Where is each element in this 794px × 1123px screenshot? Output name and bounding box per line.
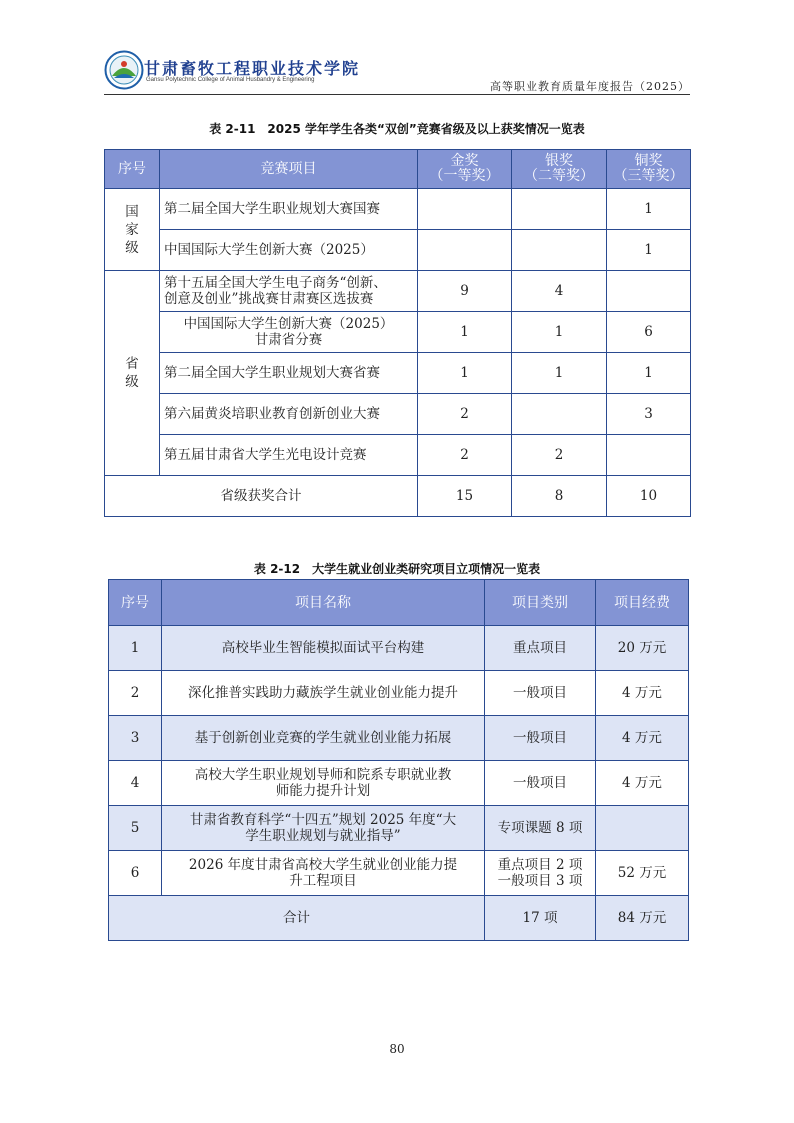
table-total-row — [105, 476, 691, 517]
table-row — [109, 761, 689, 806]
project-fund: 4 万元 — [596, 716, 689, 761]
gold-count — [418, 230, 512, 271]
project-type: 一般项目 — [485, 716, 596, 761]
competition-name: 中国国际大学生创新大赛（2025） — [160, 230, 418, 271]
project-name: 深化推普实践助力藏族学生就业创业能力提升 — [162, 671, 485, 716]
group-provincial: 省 级 — [105, 271, 160, 476]
table-row — [109, 626, 689, 671]
project-type: 专项课题 8 项 — [485, 806, 596, 851]
project-fund: 20 万元 — [596, 626, 689, 671]
silver-count: 2 — [512, 435, 607, 476]
row-no: 2 — [109, 671, 162, 716]
silver-count: 1 — [512, 353, 607, 394]
school-name-en: Gansu Polytechnic College of Animal Husbandry & Engineering — [146, 77, 315, 83]
table-total-row — [109, 896, 689, 941]
bronze-count: 6 — [607, 312, 691, 353]
bronze-count — [607, 271, 691, 312]
row-no: 6 — [109, 851, 162, 896]
table2-caption: 表 2-12 大学生就业创业类研究项目立项情况一览表 — [253, 562, 541, 576]
project-type: 一般项目 — [485, 761, 596, 806]
row-no: 4 — [109, 761, 162, 806]
silver-count: 1 — [512, 312, 607, 353]
table-row — [105, 271, 691, 312]
competition-name: 第六届黄炎培职业教育创新创业大赛 — [160, 394, 418, 435]
silver-count — [512, 230, 607, 271]
table-row — [109, 806, 689, 851]
col-header-no: 序号 — [105, 150, 160, 189]
row-no: 1 — [109, 626, 162, 671]
award-table-header — [105, 150, 691, 189]
table-row — [105, 189, 691, 230]
bronze-count: 3 — [607, 394, 691, 435]
gold-count: 9 — [418, 271, 512, 312]
gold-count — [418, 189, 512, 230]
table-row — [105, 394, 691, 435]
col-header-project-fund: 项目经费 — [596, 580, 689, 626]
total-bronze: 10 — [607, 476, 691, 517]
bronze-count: 1 — [607, 230, 691, 271]
total-type: 17 项 — [485, 896, 596, 941]
total-label: 合计 — [109, 896, 485, 941]
total-label: 省级获奖合计 — [105, 476, 418, 517]
col-header-project-name: 项目名称 — [162, 580, 485, 626]
project-type: 重点项目 2 项 一般项目 3 项 — [485, 851, 596, 896]
col-header-bronze: 铜奖 （三等奖） — [607, 150, 691, 189]
project-type: 重点项目 — [485, 626, 596, 671]
project-table-header — [109, 580, 689, 626]
table-row — [109, 716, 689, 761]
table-row — [105, 353, 691, 394]
row-no: 5 — [109, 806, 162, 851]
total-fund: 84 万元 — [596, 896, 689, 941]
group-national: 国 家 级 — [105, 189, 160, 271]
col-header-gold: 金奖 （一等奖） — [418, 150, 512, 189]
table-row — [105, 435, 691, 476]
project-name: 基于创新创业竞赛的学生就业创业能力拓展 — [162, 716, 485, 761]
table-row — [105, 312, 691, 353]
gold-count: 1 — [418, 353, 512, 394]
school-name-cn: 甘肃畜牧工程职业技术学院 — [144, 59, 361, 78]
project-fund: 4 万元 — [596, 761, 689, 806]
silver-count: 4 — [512, 271, 607, 312]
project-name: 高校毕业生智能模拟面试平台构建 — [162, 626, 485, 671]
report-title: 高等职业教育质量年度报告（2025） — [490, 80, 690, 93]
table-row — [109, 671, 689, 716]
col-header-project-type: 项目类别 — [485, 580, 596, 626]
bronze-count: 1 — [607, 353, 691, 394]
silver-count — [512, 394, 607, 435]
project-type: 一般项目 — [485, 671, 596, 716]
project-table — [108, 579, 689, 941]
col-header-no: 序号 — [109, 580, 162, 626]
project-name: 高校大学生职业规划导师和院系专职就业教 师能力提升计划 — [162, 761, 485, 806]
project-fund: 4 万元 — [596, 671, 689, 716]
project-fund — [596, 806, 689, 851]
school-logo-icon — [104, 50, 144, 90]
gold-count: 2 — [418, 394, 512, 435]
table-row — [109, 851, 689, 896]
project-fund: 52 万元 — [596, 851, 689, 896]
bronze-count — [607, 435, 691, 476]
table1-caption: 表 2-11 2025 学年学生各类“双创”竞赛省级及以上获奖情况一览表 — [209, 122, 585, 136]
col-header-competition: 竞赛项目 — [160, 150, 418, 189]
gold-count: 2 — [418, 435, 512, 476]
total-silver: 8 — [512, 476, 607, 517]
row-no: 3 — [109, 716, 162, 761]
competition-name: 第二届全国大学生职业规划大赛国赛 — [160, 189, 418, 230]
competition-name: 第二届全国大学生职业规划大赛省赛 — [160, 353, 418, 394]
award-table — [104, 149, 691, 517]
silver-count — [512, 189, 607, 230]
project-name: 甘肃省教育科学“十四五”规划 2025 年度“大 学生职业规划与就业指导” — [162, 806, 485, 851]
total-gold: 15 — [418, 476, 512, 517]
bronze-count: 1 — [607, 189, 691, 230]
competition-name: 第五届甘肃省大学生光电设计竞赛 — [160, 435, 418, 476]
competition-name: 中国国际大学生创新大赛（2025） 甘肃省分赛 — [160, 312, 418, 353]
page-header — [104, 50, 690, 98]
col-header-silver: 银奖 （二等奖） — [512, 150, 607, 189]
gold-count: 1 — [418, 312, 512, 353]
project-name: 2026 年度甘肃省高校大学生就业创业能力提 升工程项目 — [162, 851, 485, 896]
competition-name: 第十五届全国大学生电子商务“创新、 创意及创业”挑战赛甘肃赛区选拔赛 — [160, 271, 418, 312]
page-number: 80 — [389, 1042, 405, 1056]
table-row — [105, 230, 691, 271]
header-rule — [104, 94, 690, 95]
